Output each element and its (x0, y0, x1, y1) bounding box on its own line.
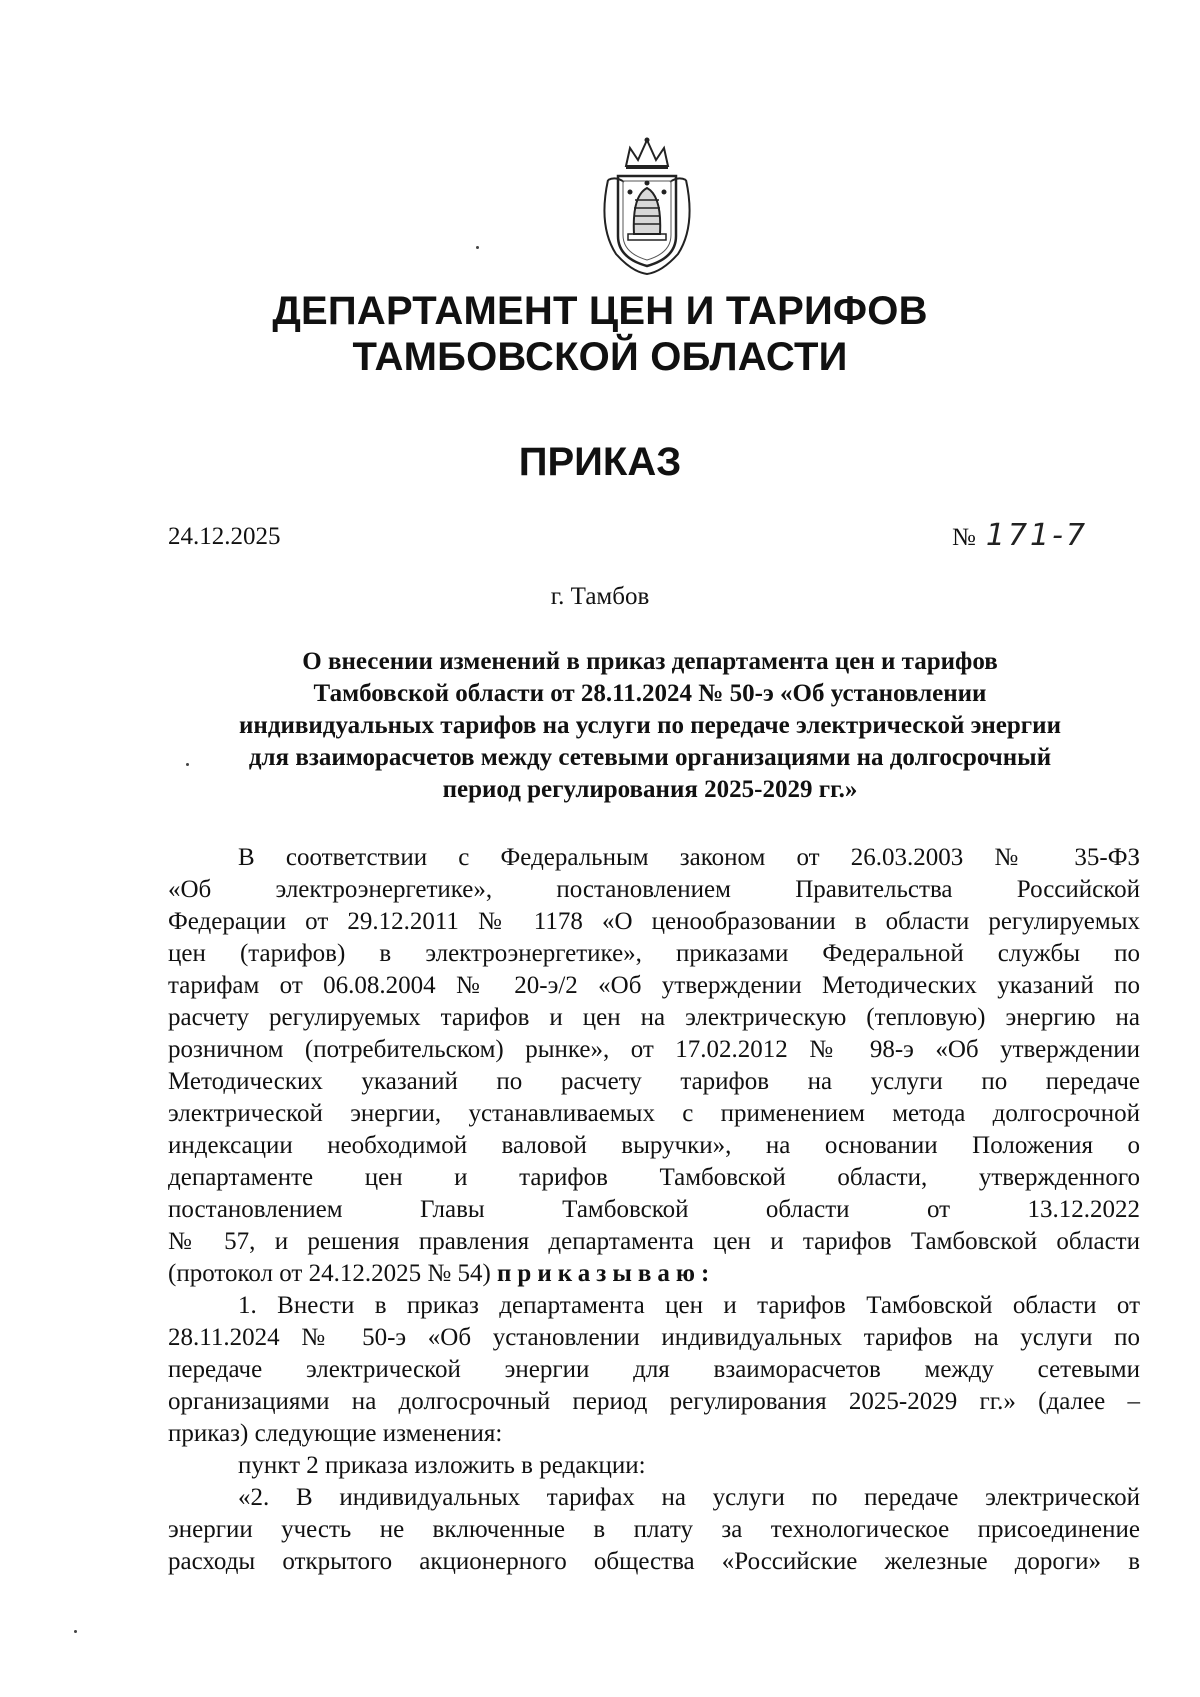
body-line: тарифам от 06.08.2004 № 20-э/2 «Об утверждении Методических указаний по (168, 972, 1140, 999)
body-line: Методических указаний по расчету тарифов на услуги по передаче (168, 1068, 1140, 1095)
subject-line: для взаиморасчетов между сетевыми организациями на долгосрочный (248, 744, 1052, 771)
body-line: «Об электроэнергетике», постановлением Правительства Российской (168, 876, 1140, 903)
quote-line: энергии учесть не включенные в плату за технологическое присоединение (168, 1516, 1140, 1543)
scan-speck (74, 1630, 77, 1633)
body-line: Федерации от 29.12.2011 № 1178 «О ценообразовании в области регулируемых (168, 908, 1140, 935)
subject-line: О внесении изменений в приказ департамента цен и тарифов (302, 648, 998, 675)
number-label: № (952, 524, 976, 551)
item1-line: передаче электрической энергии для взаиморасчетов между сетевыми (168, 1356, 1140, 1383)
order-date: 24.12.2025 (168, 523, 281, 550)
tambov-coat-of-arms-icon (596, 136, 698, 276)
order-city: г. Тамбов (550, 583, 650, 610)
scan-speck (186, 763, 189, 766)
body-line: постановлением Главы Тамбовской области от 13.12.2022 (168, 1196, 1140, 1223)
item1-line: организациями на долгосрочный период регулирования 2025-2029 гг.» (далее – (168, 1388, 1140, 1415)
order-subject (172, 646, 1128, 806)
body-line: цен (тарифов) в электроэнергетике», приказами Федеральной службы по (168, 940, 1140, 967)
body-line: электрической энергии, устанавливаемых с применением метода долгосрочной (168, 1100, 1140, 1127)
quote-line: «2. В индивидуальных тарифах на услуги по передаче электрической (238, 1484, 1140, 1511)
item1-line: 28.11.2024 № 50-э «Об установлении индивидуальных тарифов на услуги по (168, 1324, 1140, 1351)
department-name-line2: ТАМБОВСКОЙ ОБЛАСТИ (352, 335, 848, 379)
decree-word: приказываю: (497, 1260, 716, 1287)
order-title: ПРИКАЗ (518, 440, 682, 484)
body-line: департаменте цен и тарифов Тамбовской области, утвержденного (168, 1164, 1140, 1191)
order-body (168, 842, 1140, 1578)
protocol-text: (протокол от 24.12.2025 № 54) (168, 1260, 491, 1287)
subject-line: Тамбовской области от 28.11.2024 № 50-э «Об установлении (313, 680, 987, 707)
item1-line: 1. Внести в приказ департамента цен и тарифов Тамбовской области от (238, 1292, 1140, 1319)
protocol-line (168, 1258, 1140, 1290)
body-line: расчету регулируемых тарифов и цен на электрическую (тепловую) энергию на (168, 1004, 1140, 1031)
scan-speck (476, 246, 479, 249)
body-line: В соответствии с Федеральным законом от 26.03.2003 № 35-ФЗ (238, 844, 1140, 871)
point2-line: пункт 2 приказа изложить в редакции: (238, 1452, 646, 1479)
item1-line: приказ) следующие изменения: (168, 1420, 503, 1447)
subject-line: период регулирования 2025-2029 гг.» (442, 776, 858, 803)
subject-line: индивидуальных тарифов на услуги по передаче электрической энергии (239, 712, 1061, 739)
body-line: № 57, и решения правления департамента цен и тарифов Тамбовской области (168, 1228, 1140, 1255)
body-line: индексации необходимой валовой выручки», на основании Положения о (168, 1132, 1140, 1159)
handwritten-order-number: 171-7 (985, 518, 1089, 553)
department-name-line1: ДЕПАРТАМЕНТ ЦЕН И ТАРИФОВ (272, 289, 928, 333)
body-line: розничном (потребительском) рынке», от 17.02.2012 № 98-э «Об утверждении (168, 1036, 1140, 1063)
quote-line: расходы открытого акционерного общества «Российские железные дороги» в (168, 1548, 1140, 1575)
order-number (952, 518, 1088, 553)
